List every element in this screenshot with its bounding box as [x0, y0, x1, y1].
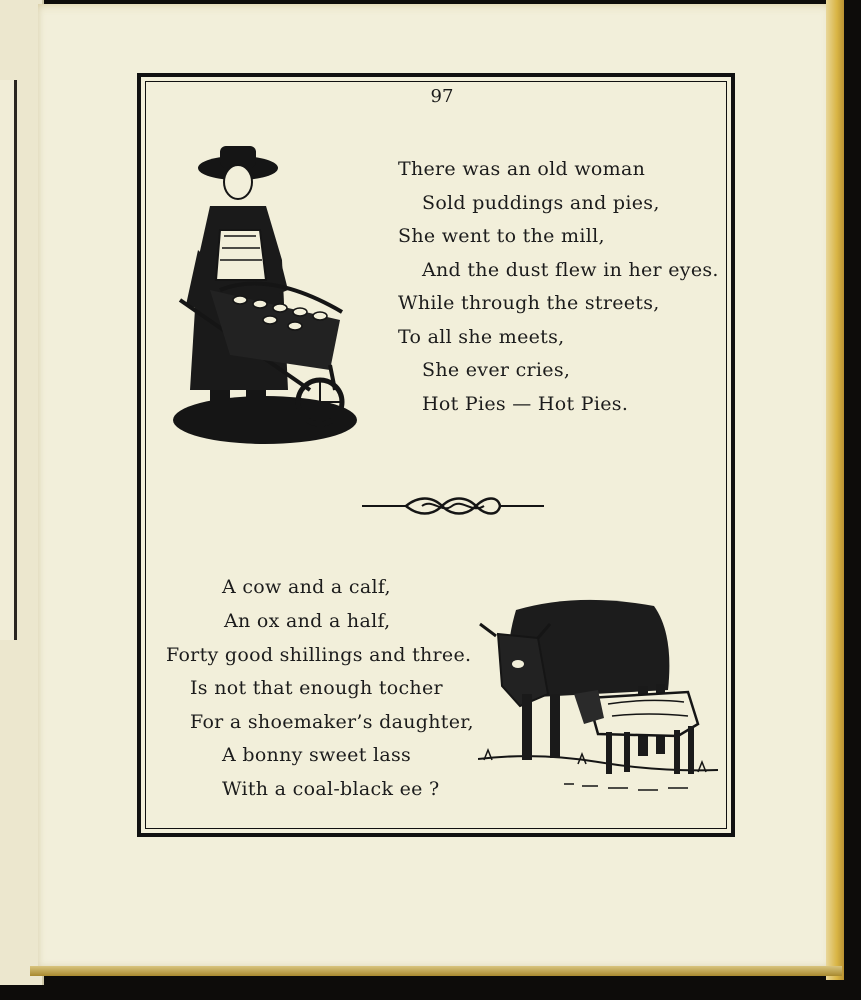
woman-with-wheelbarrow-illustration	[170, 140, 360, 450]
poem-line: A bonny sweet lass	[222, 744, 412, 766]
poem-line: Is not that enough tocher	[190, 677, 443, 699]
cow-and-calf-illustration	[478, 594, 718, 804]
poem-line: For a shoemaker’s daughter,	[190, 711, 474, 733]
poem-line: While through the streets,	[398, 292, 660, 314]
poem-line: With a coal-black ee ?	[222, 778, 440, 800]
poem-line: And the dust flew in her eyes.	[422, 259, 719, 281]
poem-line: To all she meets,	[398, 326, 565, 348]
poem-line: Hot Pies — Hot Pies.	[422, 393, 629, 415]
poem-line: An ox and a half,	[224, 610, 391, 632]
previous-page-frame-edge	[0, 80, 17, 640]
gilt-page-edge	[826, 0, 844, 980]
knot-ornament	[362, 494, 544, 518]
poem-line: There was an old woman	[398, 158, 646, 180]
poem-line: Sold puddings and pies,	[422, 192, 660, 214]
poem-line: She ever cries,	[422, 359, 571, 381]
page-number: 97	[430, 86, 454, 107]
poem-line: A cow and a calf,	[222, 576, 391, 598]
poem-line: She went to the mill,	[398, 225, 605, 247]
poem-line: Forty good shillings and three.	[166, 644, 472, 666]
page-bottom-edge	[30, 966, 842, 976]
